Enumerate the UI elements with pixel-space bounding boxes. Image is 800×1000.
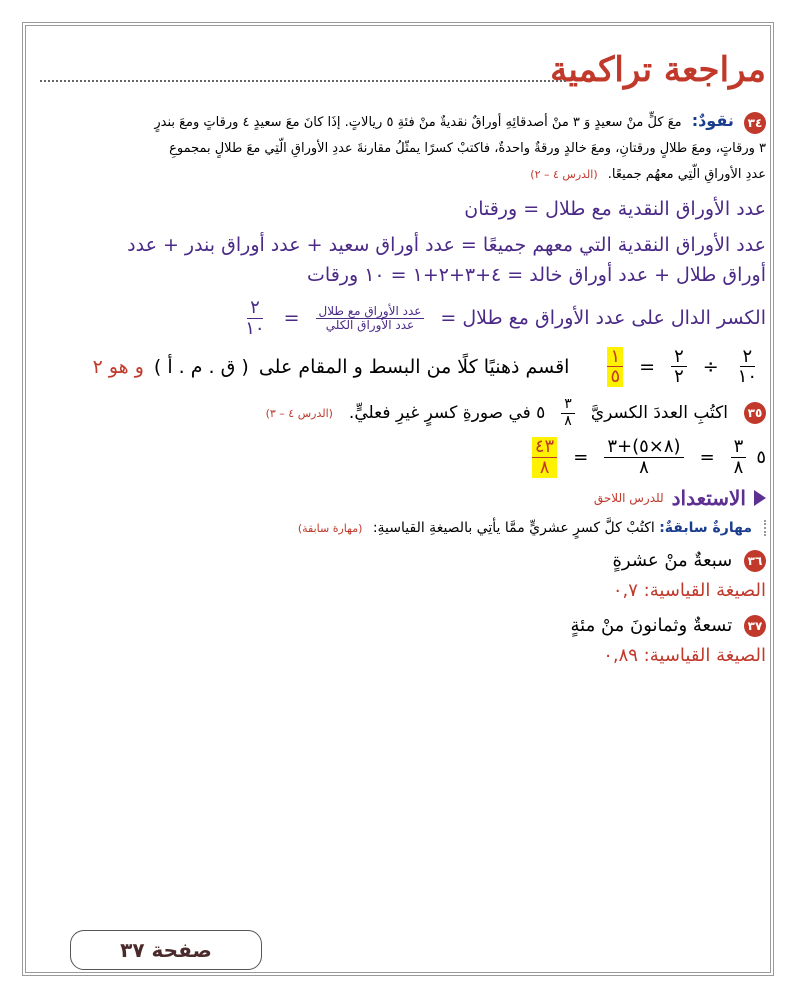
section-header [40,50,766,108]
answer-36: الصيغة القياسية: ٠,٧ [612,579,766,601]
gcd-value: و هو ٢ [92,355,144,378]
question-number-badge: ٣٧ [744,615,766,637]
fraction-numerator: ٢ [247,298,263,319]
conversion-fraction [604,437,683,478]
divide-sign: ÷ [702,355,719,378]
fraction-denominator: ٨ [539,456,550,478]
fraction-numerator: ٣ [561,397,575,413]
skill-instruction: اكتُبْ كلَّ كسرٍ عشريٍّ ممَّا يأتِي بالصيغةِ القياسيةِ: [372,519,655,536]
question-text: ٥ في صورةِ كسرٍ غيرِ فعليٍّ. [348,403,546,424]
fraction-equation [40,298,766,339]
equals-sign: = [283,307,300,330]
question-text-line1: معَ كلٍّ منْ سعيدٍ وَ ٣ منْ أصدقائِهِ أوراقٌ نقديةٌ منْ فئةِ ٥ ريالاتٍ. إذَا كانَ معَ سعيدٍ ٤ ورقاتٍ ومعَ بندرٍ [154,115,682,130]
fraction-numerator: ٢ [740,347,756,368]
mixed-fraction [731,437,747,478]
title-dotted-rule [40,80,566,82]
fraction-numerator: (٨×٥)+٣ [604,437,683,458]
answer-37: الصيغة القياسية: ٠,٨٩ [603,644,766,666]
page-number-tag: صفحة ٣٧ [70,930,262,970]
question-37 [40,615,766,637]
equals-sign: = [639,355,656,378]
preparation-subtitle: للدرس اللاحق [593,490,664,505]
equals-sign: = [573,446,589,468]
worksheet-page [40,50,766,680]
divisor-fraction [671,347,687,388]
question-35 [40,397,766,429]
fraction-denominator: ١٠ [245,317,265,339]
word-fraction [316,305,425,332]
result-fraction [242,298,267,339]
arrow-icon [754,490,766,506]
simplified-fraction [607,347,623,388]
question-text-line2: ٣ ورقاتٍ، ومعَ طلالٍ ورقتانِ، ومعَ خالدٍ ورقةٌ واحدةٌ، فاكتبْ كسرًا يمثّلُ مقارنةَ عددِ الأوراقِ الّتِي معَ طلالٍ بمجموعِ [169,141,766,156]
dividend-fraction [735,347,760,388]
question-label: نقودٌ: [691,111,734,130]
section-title: مراجعة تراكمية [550,50,766,90]
mixed-fraction-part [561,397,575,429]
fraction-denominator: ٨ [564,412,572,429]
question-text-line3: عددِ الأوراقِ الّتِي معهُم جميعًا. [607,167,766,182]
word-fraction-numerator: عدد الأوراق مع طلال [316,305,425,319]
answer-line: أوراق طلال + عدد أوراق خالد = ٤+٣+٢+١ = ١٠ ورقات [307,264,766,286]
question-number-badge: ٣٥ [744,402,766,424]
fraction-numerator: ٣ [731,437,747,458]
prior-skill [40,520,766,536]
answer-34 [40,194,766,387]
preparation-title: الاستعداد [671,485,746,510]
lesson-reference: (الدرس ٤ – ٣) [265,406,333,420]
simplification-line [40,347,766,388]
skill-reference: (مهارة سابقة) [297,521,363,535]
fraction-numerator: ١ [607,347,623,368]
fraction-denominator: ٥ [610,366,621,388]
simplify-instruction: اقسم ذهنيًا كلًا من البسط و المقام على [258,355,570,378]
question-text: تسعةٌ وثمانونَ منْ مئةٍ [570,614,733,636]
fraction-denominator: ٨ [733,456,744,478]
skill-label: مهارةٌ سابقةٌ: [659,519,752,536]
fraction-numerator: ٤٣ [532,437,557,458]
lesson-reference: (الدرس ٤ – ٢) [530,168,598,181]
fraction-denominator: ٢ [674,366,684,388]
answer-line: عدد الأوراق النقدية مع طلال = ورقتان [464,198,766,220]
answer-35 [40,437,766,478]
gcd-notation: ( ق . م . أ ) [153,355,249,378]
question-34 [40,108,766,188]
fraction-denominator: ١٠ [737,366,757,388]
question-text: اكتُبِ العددَ الكسريَّ [590,403,728,424]
answer-line: عدد الأوراق النقدية التي معهم جميعًا = عدد أوراق سعيد + عدد أوراق بندر + عدد [127,234,766,256]
preparation-header [40,486,766,510]
fraction-denominator: ٨ [639,456,649,478]
question-number-badge: ٣٤ [744,112,766,134]
mixed-whole: ٥ [756,446,766,468]
equals-sign: = [699,446,715,468]
fraction-numerator: ٢ [671,347,687,368]
fraction-prefix: الكسر الدال على عدد الأوراق مع طلال = [440,307,766,330]
improper-fraction-result [532,437,557,478]
question-36 [40,550,766,572]
question-number-badge: ٣٦ [744,550,766,572]
word-fraction-denominator: عدد الأوراق الكلي [325,317,415,332]
question-text: سبعةٌ منْ عشرةٍ [612,549,733,571]
